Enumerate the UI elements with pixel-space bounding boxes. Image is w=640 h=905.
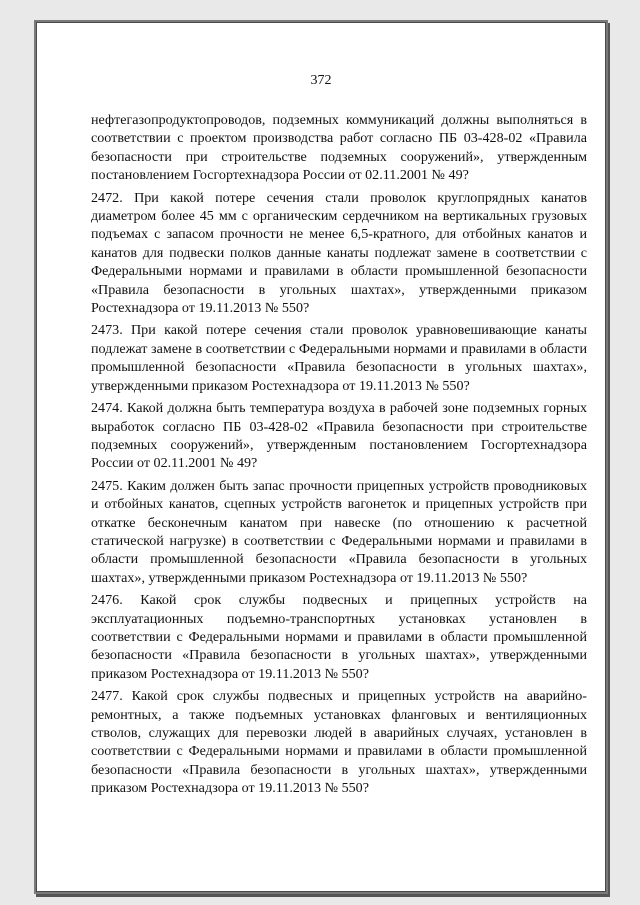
page-content [91,111,587,802]
page-number: 372 [310,73,332,88]
question-2473: 2473. При какой потере сечения стали проволок уравновешивающие канаты подлежат замене в соответствии с Федеральными нормами и правилами в области промышленной безопасности «Правила безопасности в угольных шахтах», утвержденными приказом Ростехнадзора от 19.11.2013 № 550? [91,322,587,394]
question-2474: 2474. Какой должна быть температура воздуха в рабочей зоне подземных горных выработок согласно ПБ 03-428-02 «Правила безопасности при строительстве подземных сооружений», утвержденным постановлением Госгортехнадзора России от 02.11.2001 № 49? [91,400,587,472]
question-2472: 2472. При какой потере сечения стали проволок круглопрядных канатов диаметром более 45 мм с органическим сердечником на вертикальных грузовых подъемах с запасом прочности не менее 6,5-кратного, для отбойных канатов и канатов для подвески полков данные канаты подлежат замене в соответствии с Федеральными нормами и правилами в области промышленной безопасности «Правила безопасности в угольных шахтах», утвержденными приказом Ростехнадзора от 19.11.2013 № 550? [91,189,587,317]
document-page [36,22,606,892]
paragraph-continuation: нефтегазопродуктопроводов, подземных коммуникаций должны выполняться в соответствии с проектом производства работ согласно ПБ 03-428-02 «Правила безопасности при строительстве подземных сооружений», утвержденным постановлением Госгортехнадзора России от 02.11.2001 № 49? [91,112,587,184]
question-2477: 2477. Какой срок службы подвесных и прицепных устройств на аварийно-ремонтных, а также подъемных установках фланговых и вентиляционных стволов, служащих для перевозки людей в аварийных случаях, установлен в соответствии с Федеральными нормами и правилами в области промышленной безопасности «Правила безопасности в угольных шахтах», утвержденными приказом Ростехнадзора от 19.11.2013 № 550? [91,688,587,797]
question-2476: 2476. Какой срок службы подвесных и прицепных устройств на эксплуатационных подъемно-транспортных установках установлен в соответствии с Федеральными нормами и правилами в области промышленной безопасности «Правила безопасности в угольных шахтах», утвержденными приказом Ростехнадзора от 19.11.2013 № 550? [91,592,587,682]
question-2475: 2475. Каким должен быть запас прочности прицепных устройств проводниковых и отбойных канатов, сцепных устройств вагонеток и прицепных устройств при откатке бесконечным канатом при навеске (по отношению к расчетной статической нагрузке) в соответствии с Федеральными нормами и правилами в области промышленной безопасности «Правила безопасности в угольных шахтах», утвержденными приказом Ростехнадзора от 19.11.2013 № 550? [91,477,587,586]
